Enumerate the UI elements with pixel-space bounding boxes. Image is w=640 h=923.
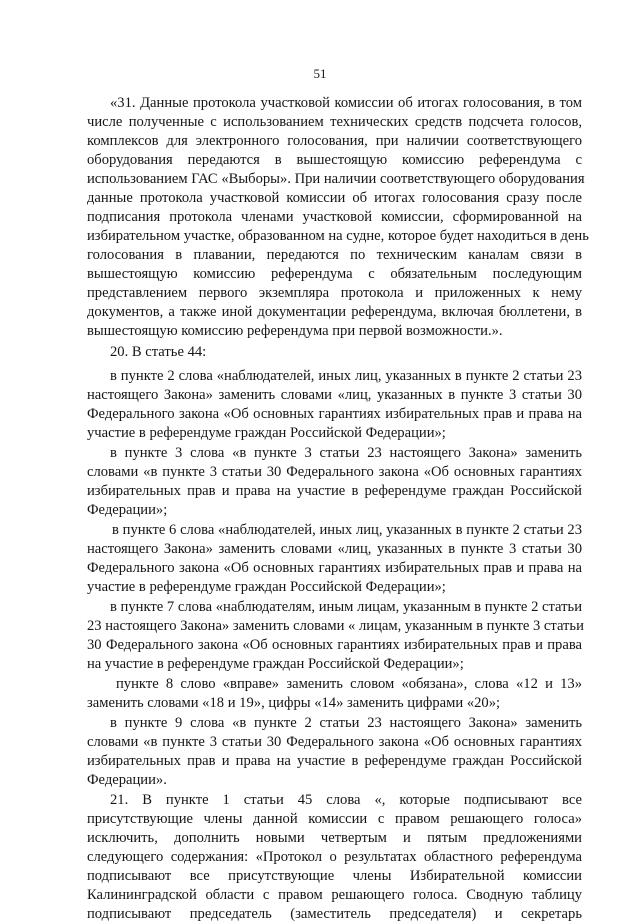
text-line: Калининградской области с правом решающего голоса. Сводную таблицу — [87, 887, 582, 903]
text-line: исключить, дополнить новыми четвертым и пятым предложениями — [87, 830, 582, 846]
text-line: подписания протокола членами участковой комиссии, сформированной на — [87, 209, 582, 225]
text-line: избирательных прав и права на участие в референдуме граждан Российской — [87, 753, 582, 769]
text-line: Федерации»; — [87, 502, 168, 518]
text-line: присутствующие члены данной комиссии с правом решающего голоса» — [87, 811, 582, 827]
text-line: вышестоящую комиссию референдума с обязательным последующим — [87, 266, 582, 282]
text-line: участие в референдуме граждан Российской Федерации»; — [87, 579, 446, 595]
text-line: 21. В пункте 1 статьи 45 слова «, которые подписывают все — [110, 792, 582, 808]
text-line: оборудования передаются в вышестоящую комиссию референдума с — [87, 152, 582, 168]
page-number: 51 — [313, 66, 327, 81]
text-line: 23 настоящего Закона» заменить словами « лицам, указанным в пункте 3 статьи — [87, 618, 584, 634]
text-line: подписывают все присутствующие члены Избирательной комиссии — [87, 868, 582, 884]
text-line: в пункте 3 слова «в пункте 3 статьи 23 настоящего Закона» заменить — [110, 445, 582, 461]
text-line: словами «в пункте 3 статьи 30 Федерального закона «Об основных гарантиях — [87, 734, 582, 750]
text-line: Федерального закона «Об основных гарантиях избирательных прав и права на — [87, 560, 582, 576]
text-line: числе полученные с использованием технических средств подсчета голосов, — [87, 114, 582, 130]
text-line: комплексов для электронного голосования, при наличии соответствующего — [87, 133, 582, 149]
text-line: данные протокола участковой комиссии об итогах голосования сразу после — [87, 190, 582, 206]
text-line: в пункте 2 слова «наблюдателей, иных лиц, указанных в пункте 2 статьи 23 — [110, 368, 582, 384]
text-line: пункте 8 слово «вправе» заменить словом «обязана», слова «12 и 13» — [116, 676, 582, 692]
text-line: использованием ГАС «Выборы». При наличии соответствующего оборудования — [87, 171, 585, 187]
text-line: участие в референдуме граждан Российской Федерации»; — [87, 425, 446, 441]
text-line: следующего содержания: «Протокол о результатах областного референдума — [87, 849, 582, 865]
text-line: избирательных прав и права на участие в референдуме граждан Российской — [87, 483, 582, 499]
text-line: «31. Данные протокола участковой комиссии об итогах голосования, в том — [110, 95, 582, 111]
text-line: подписывают председатель (заместитель председателя) и секретарь — [87, 906, 582, 922]
text-line: Федерального закона «Об основных гарантиях избирательных прав и права на — [87, 406, 582, 422]
text-line: настоящего Закона» заменить словами «лиц, указанных в пункте 3 статьи 30 — [87, 541, 582, 557]
text-line: на участие в референдуме граждан Российской Федерации»; — [87, 656, 464, 672]
text-line: 30 Федерального закона «Об основных гарантиях избирательных прав и права — [87, 637, 582, 653]
text-line: словами «в пункте 3 статьи 30 Федерального закона «Об основных гарантиях — [87, 464, 582, 480]
text-line: заменить словами «18 и 19», цифры «14» заменить цифрами «20»; — [87, 695, 501, 711]
text-line: Федерации». — [87, 772, 167, 788]
text-line: в пункте 9 слова «в пункте 2 статьи 23 настоящего Закона» заменить — [110, 715, 582, 731]
text-line: представлением первого экземпляра протокола и приложенных к нему — [87, 285, 582, 301]
text-line: избирательном участке, образованном на судне, которое будет находиться в день — [87, 228, 589, 244]
text-line: в пункте 6 слова «наблюдателей, иных лиц, указанных в пункте 2 статьи 23 — [112, 522, 582, 538]
text-line: голосования в плавании, передаются по техническим каналам связи в — [87, 247, 582, 263]
text-line: вышестоящую комиссию референдума при первой возможности.». — [87, 323, 503, 339]
text-line: в пункте 7 слова «наблюдателям, иным лицам, указанным в пункте 2 статьи — [110, 599, 582, 615]
text-line: 20. В статье 44: — [110, 344, 207, 360]
text-line: документов, а также иной документации референдума, включая бюллетени, в — [87, 304, 582, 320]
text-line: настоящего Закона» заменить словами «лиц, указанных в пункте 3 статьи 30 — [87, 387, 582, 403]
